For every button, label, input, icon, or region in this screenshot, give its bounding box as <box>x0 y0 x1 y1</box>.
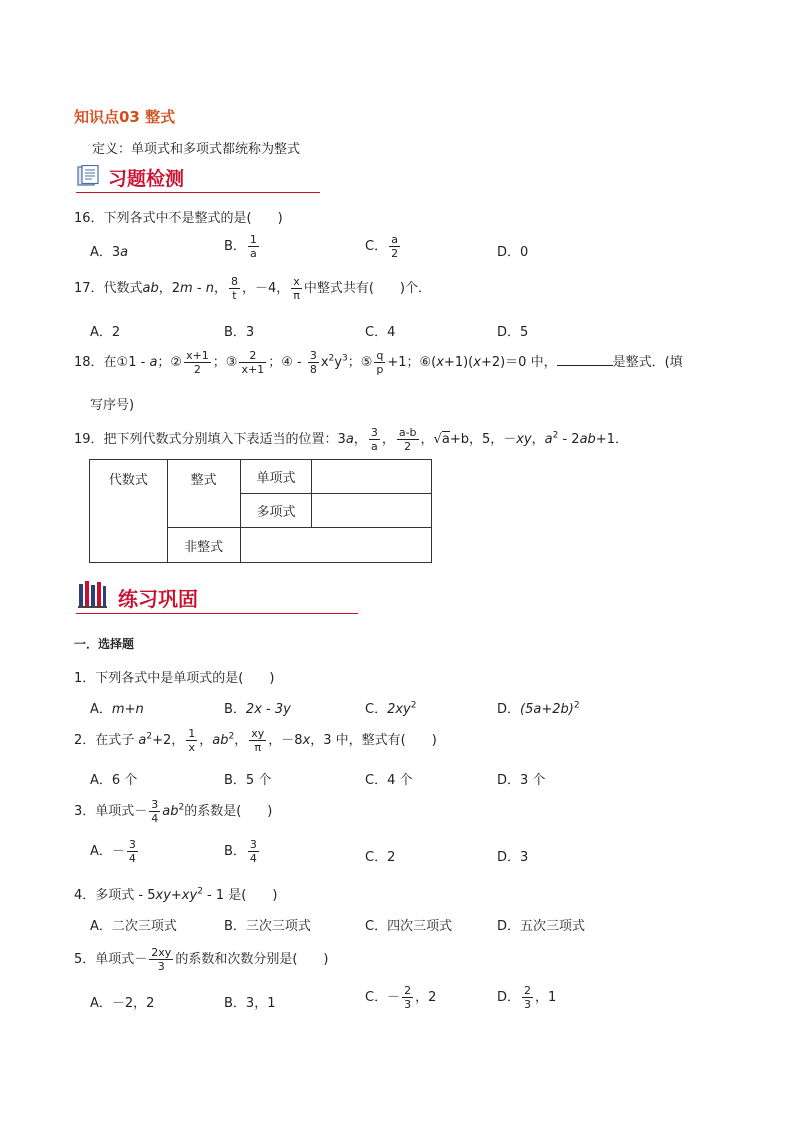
q3-option-d: D．3 <box>497 850 529 865</box>
q5-option-c: C．－ $\frac{2}{3}$ ，2 <box>365 984 437 1011</box>
q17-option-c: C．4 <box>365 325 396 340</box>
q2-option-d: D．3 个 <box>497 773 546 788</box>
q17-option-d: D．5 <box>497 325 529 340</box>
question-17-stem: 17．代数式ab，2m - n， $\frac{8}{t}$ ，－4， $\frac{x}{\pi}$ 中整式共有( )个． <box>74 275 432 302</box>
q2-option-b: B．5 个 <box>224 773 272 788</box>
table-cell-polynomial[interactable] <box>312 494 432 528</box>
q16-option-b: B． $\frac{1}{a}$ <box>224 233 257 260</box>
knowledge-point-title: 知识点03 整式 <box>74 108 176 126</box>
q4-option-d: D．五次三项式 <box>497 919 586 934</box>
pencils-icon <box>76 578 108 610</box>
question-5-stem: 5．单项式－ $\frac{2xy}{3}$ 的系数和次数分别是( ) <box>74 946 329 973</box>
answer-blank[interactable] <box>557 353 613 366</box>
section-divider <box>76 192 320 193</box>
q2-option-c: C．4 个 <box>365 773 413 788</box>
question-2-stem: 2．在式子 $a^2+2$， $\frac{1}{x}$ ，$ab^2$， $\frac{xy}{\pi}$ ，－8x，3 中，整式有( ) <box>74 727 437 754</box>
question-19-stem: 19．把下列代数式分别填入下表适当的位置：3a， $\frac{3}{a}$ ， $\frac{a-b}{2}$ ，√a+b，5，－xy，$a^2 - 2ab+1$． <box>74 426 628 453</box>
table-cell-non-integral[interactable] <box>240 528 431 563</box>
q17-option-a: A．2 <box>90 325 121 340</box>
table-header-algebraic: 代数式 <box>90 460 168 563</box>
exercise-icon <box>76 165 100 187</box>
question-1-stem: 1．下列各式中是单项式的是( ) <box>74 671 275 686</box>
q1-option-d: D．$(5a+2b)^2$ <box>497 700 580 717</box>
q2-option-a: A．6 个 <box>90 773 138 788</box>
q3-option-c: C．2 <box>365 850 396 865</box>
question-18-line2: 写序号) <box>90 398 135 413</box>
q3-option-b: B． $\frac{3}{4}$ <box>224 838 257 865</box>
table-label-non-integral: 非整式 <box>167 528 240 563</box>
table-header-integral: 整式 <box>167 460 240 528</box>
knowledge-point-definition: 定义：单项式和多项式都统称为整式 <box>92 142 301 157</box>
classification-table <box>89 459 432 563</box>
q1-option-b: B．2x - 3y <box>224 702 291 717</box>
section-title-practice: 练习巩固 <box>118 587 198 611</box>
q5-option-b: B．3，1 <box>224 996 276 1011</box>
q3-option-a: A．－ $\frac{3}{4}$ <box>90 838 136 865</box>
q16-option-c: C． $\frac{a}{2}$ <box>365 233 399 260</box>
q5-option-d: D． $\frac{2}{3}$ ，1 <box>497 984 557 1011</box>
q1-option-a: A．m+n <box>90 702 144 717</box>
section-title-exercises: 习题检测 <box>108 168 185 190</box>
q5-option-a: A．－2，2 <box>90 996 155 1011</box>
question-3-stem: 3．单项式－ $\frac{3}{4}$ $ab^2$的系数是( ) <box>74 798 273 825</box>
q17-option-b: B．3 <box>224 325 255 340</box>
question-4-stem: 4．多项式 - $5xy+xy^2 - 1$ 是( ) <box>74 886 278 903</box>
question-18-stem: 18．在①1 - a；② $\frac{x+1}{2}$ ；③ $\frac{2}{x+1}$ ；④ - $\frac{3}{8}$ $x^2y^3$；⑤ $\frac{q}{p}$ +1；⑥(x+1)(x+2)＝0 中， 是整式．(填 <box>74 349 683 376</box>
q16-option-d: D．0 <box>497 245 529 260</box>
q1-option-c: C．$2xy^2$ <box>365 700 417 717</box>
q4-option-b: B．三次三项式 <box>224 919 311 934</box>
q4-option-c: C．四次三项式 <box>365 919 453 934</box>
subheading-choice-questions: 一．选择题 <box>74 637 135 651</box>
q16-option-a: A．3a <box>90 245 129 260</box>
table-label-polynomial: 多项式 <box>240 494 312 528</box>
question-16-stem: 16．下列各式中不是整式的是( ) <box>74 211 283 226</box>
table-label-monomial: 单项式 <box>240 460 312 494</box>
table-cell-monomial[interactable] <box>312 460 432 494</box>
section-divider-2 <box>76 613 358 614</box>
q4-option-a: A．二次三项式 <box>90 919 177 934</box>
